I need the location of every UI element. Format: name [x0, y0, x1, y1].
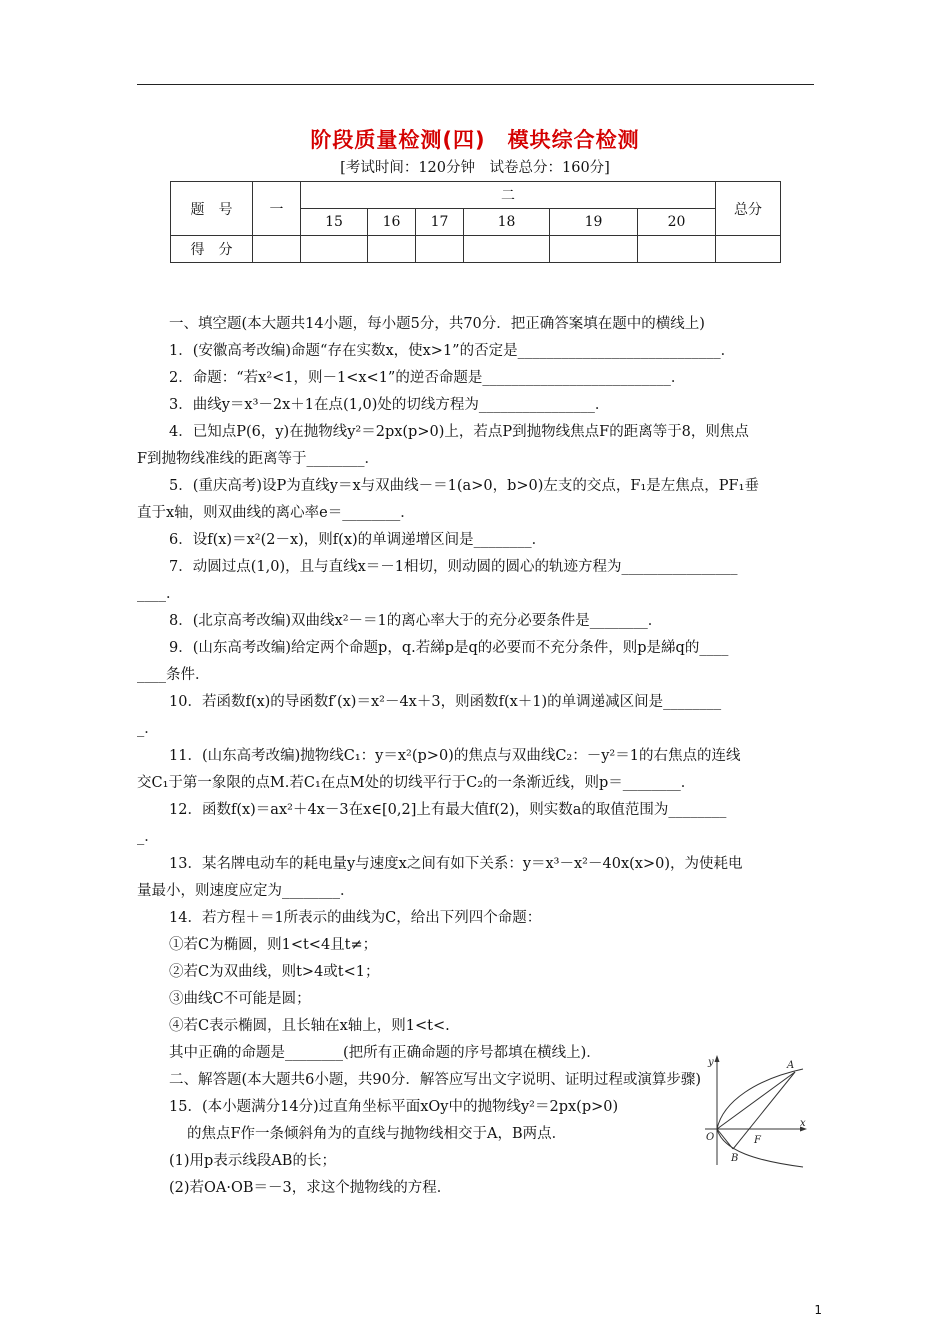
page-number: 1 [814, 1303, 822, 1317]
question-line: 的焦点F作一条倾斜角为的直线与抛物线相交于A，B两点． [187, 1126, 567, 1142]
origin-label: O [706, 1132, 715, 1143]
score-cell[interactable] [301, 236, 368, 263]
question-line: 2．命题：“若x²<1，则－1<x<1”的逆否命题是__________________________． [169, 370, 686, 386]
question-line: 11．(山东高考改编)抛物线C₁：y＝x²(p>0)的焦点与双曲线C₂：－y²＝1的右焦点的连线 [169, 748, 741, 764]
score-cell[interactable] [416, 236, 464, 263]
score-cell[interactable] [716, 236, 781, 263]
question-line: 1．(安徽高考改编)命题“存在实数x，使x>1”的否定是____________________________． [169, 343, 736, 359]
question-line: 直于x轴，则双曲线的离心率e＝________． [137, 505, 415, 521]
score-cell[interactable] [368, 236, 416, 263]
question-line: 14．若方程＋＝1所表示的曲线为C，给出下列四个命题： [169, 910, 542, 926]
score-cell[interactable] [550, 236, 638, 263]
question-line: 9．(山东高考改编)给定两个命题p，q.若綈p是q的必要而不充分条件，则p是綈q的____ [169, 640, 729, 656]
exam-info: [考试时间：120分钟 试卷总分：160分] [340, 160, 610, 176]
row-label-score: 得 分 [171, 236, 253, 263]
proposition-line: ①若C为椭圆，则1<t<4且t≠； [169, 937, 378, 953]
proposition-line: ④若C表示椭圆，且长轴在x轴上，则1<t<. [169, 1018, 450, 1034]
question-line: 4．已知点P(6，y)在抛物线y²＝2px(p>0)上，若点P到抛物线焦点F的距离等于8，则焦点 [169, 424, 749, 440]
part-one-header: 一 [253, 182, 301, 236]
question-line: 量最小，则速度应定为________． [137, 883, 355, 899]
question-line: 8．(北京高考改编)双曲线x²－＝1的离心率大于的充分必要条件是________． [169, 613, 663, 629]
top-rule [137, 84, 814, 85]
question-line: 7．动圆过点(1,0)，且与直线x＝－1相切，则动圆的圆心的轨迹方程为________________ [169, 559, 738, 575]
question-line: 其中正确的命题是________(把所有正确命题的序号都填在横线上)． [169, 1045, 601, 1061]
question-line: 10．若函数f(x)的导函数f′(x)＝x²－4x＋3，则函数f(x＋1)的单调递减区间是________ [169, 694, 722, 710]
question-line: (1)用p表示线段AB的长； [169, 1153, 336, 1169]
question-line: 交C₁于第一象限的点M.若C₁在点M处的切线平行于C₂的一条渐近线，则p＝________． [137, 775, 696, 791]
question-line: 12．函数f(x)＝ax²＋4x－3在x∈[0,2]上有最大值f(2)，则实数a的取值范围为________ [169, 802, 727, 818]
question-line: 3．曲线y＝x³－2x＋1在点(1,0)处的切线方程为________________． [169, 397, 610, 413]
score-cell[interactable] [638, 236, 716, 263]
point-a-label: A [787, 1060, 795, 1071]
question-line: _． [137, 721, 159, 737]
question-number-cell: 15 [301, 209, 368, 236]
question-line: 6．设f(x)＝x²(2－x)，则f(x)的单调递增区间是________． [169, 532, 547, 548]
question-number-cell: 17 [416, 209, 464, 236]
question-line: 5．(重庆高考)设P为直线y＝x与双曲线－＝1(a>0，b>0)左支的交点，F₁是左焦点，PF₁垂 [169, 478, 759, 494]
section-two-heading: 二、解答题(本大题共6小题，共90分．解答应写出文字说明、证明过程或演算步骤) [169, 1072, 701, 1088]
part-two-header: 二 [301, 182, 716, 209]
proposition-line: ②若C为双曲线，则t>4或t<1； [169, 964, 380, 980]
question-line: 13．某名牌电动车的耗电量y与速度x之间有如下关系：y＝x³－x²－40x(x>0)，为使耗电 [169, 856, 743, 872]
question-number-cell: 19 [550, 209, 638, 236]
axis-label-y: y [708, 1057, 714, 1068]
score-cell[interactable] [253, 236, 301, 263]
question-line: _． [137, 829, 159, 845]
question-number-cell: 20 [638, 209, 716, 236]
question-line: 15．(本小题满分14分)过直角坐标平面xOy中的抛物线y²＝2px(p>0) [169, 1099, 619, 1115]
section-one-heading: 一、填空题(本大题共14小题，每小题5分，共70分．把正确答案填在题中的横线上) [169, 316, 705, 332]
question-line: ____条件． [137, 667, 210, 683]
y-arrow-icon [715, 1055, 720, 1062]
segment-ob [717, 1129, 733, 1149]
page-title: 阶段质量检测(四) 模块综合检测 [310, 128, 640, 152]
axis-label-x: x [800, 1118, 806, 1129]
question-line: ____． [137, 586, 181, 602]
question-number-cell: 16 [368, 209, 416, 236]
score-table [170, 181, 781, 263]
proposition-line: ③曲线C不可能是圆； [169, 991, 311, 1007]
parabola-figure [695, 1053, 815, 1171]
question-line: (2)若OA·OB＝－3，求这个抛物线的方程． [169, 1180, 452, 1196]
score-cell[interactable] [464, 236, 550, 263]
question-number-cell: 18 [464, 209, 550, 236]
row-label-number: 题 号 [171, 182, 253, 236]
total-header: 总分 [716, 182, 781, 236]
question-line: F到抛物线准线的距离等于________． [137, 451, 380, 467]
focus-label: F [754, 1135, 761, 1146]
point-b-label: B [731, 1153, 739, 1164]
